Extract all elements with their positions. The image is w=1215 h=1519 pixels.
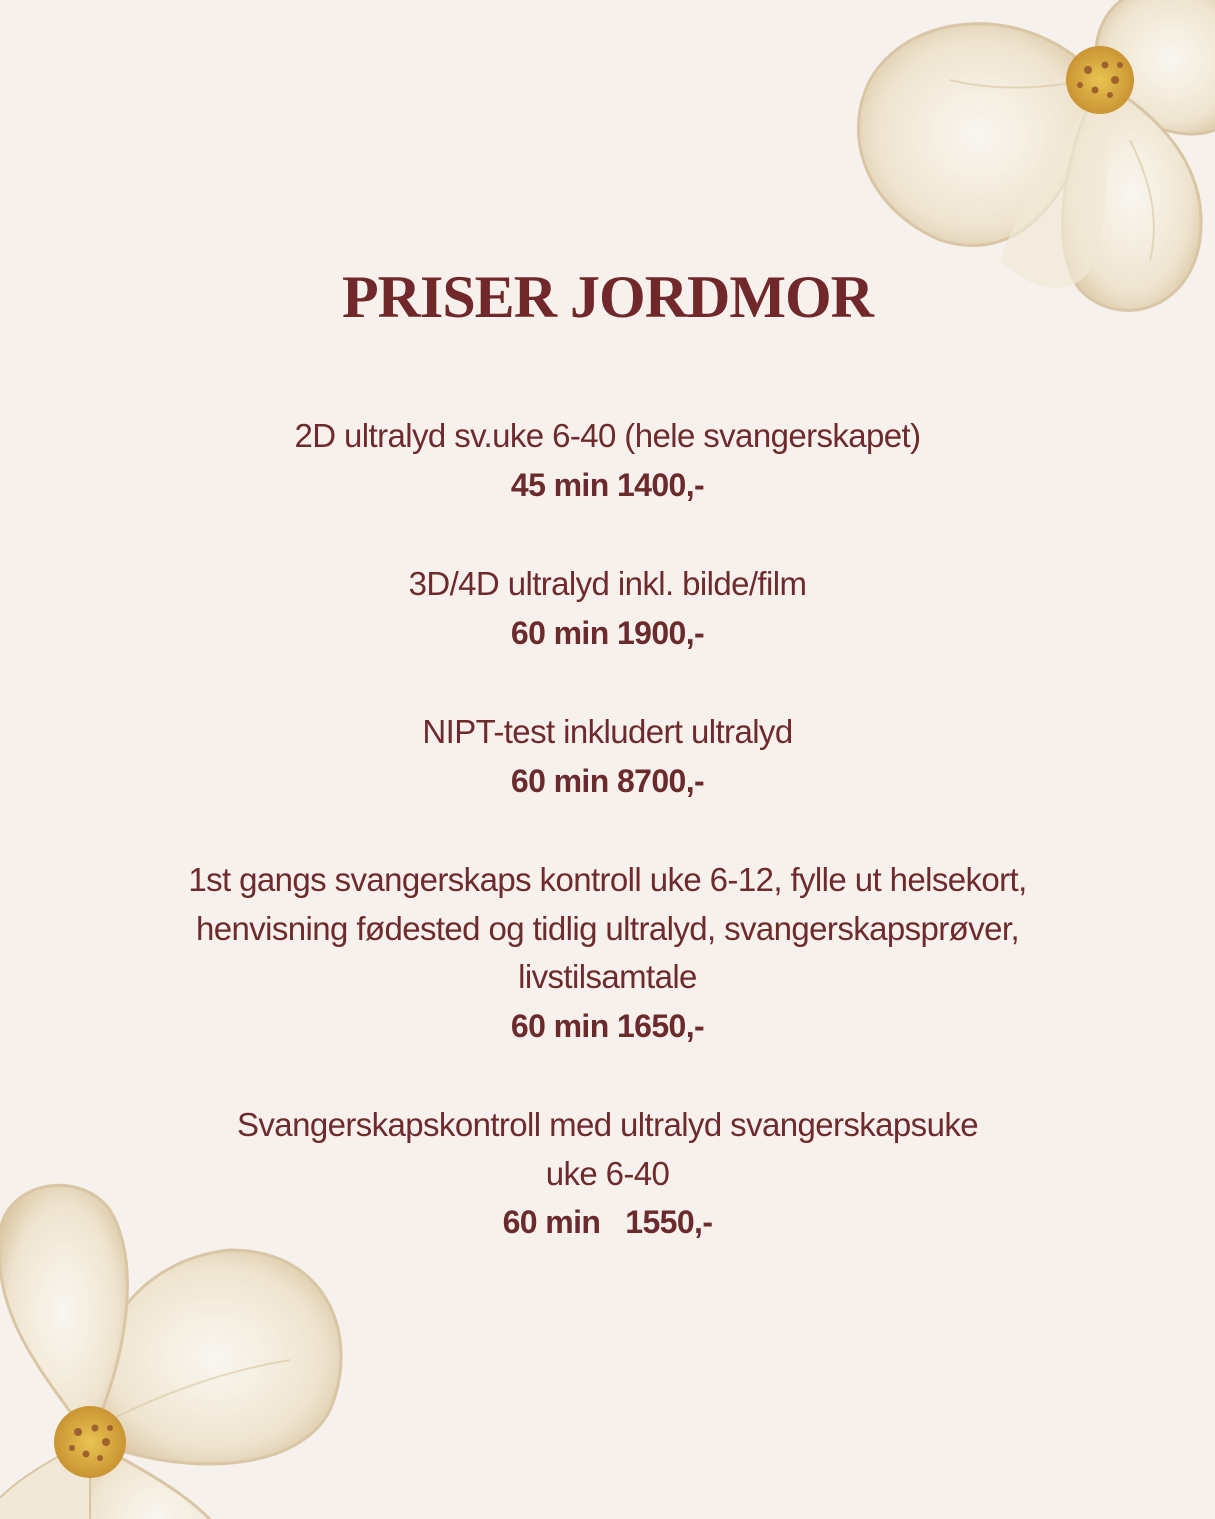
page-title: PRISER JORDMOR [341, 264, 873, 330]
price-item-price: 60 min 8700,- [510, 762, 705, 799]
price-list [100, 412, 1115, 1298]
price-item-description: 2D ultralyd sv.uke 6-40 (hele svangerskapet) [294, 417, 921, 454]
price-item-price: 45 min 1400,- [510, 466, 705, 503]
price-item-first-control [100, 856, 1115, 1050]
price-item-price: 60 min 1650,- [510, 1007, 705, 1044]
price-item-control-with-ultralyd [100, 1101, 1115, 1247]
price-item-2d-ultralyd [100, 412, 1115, 509]
price-item-3d-4d-ultralyd [100, 560, 1115, 657]
price-item-nipt-test [100, 708, 1115, 805]
price-item-description: 3D/4D ultralyd inkl. bilde/film [408, 565, 807, 602]
price-item-description-line: uke 6-40 [545, 1154, 670, 1192]
price-item-description: NIPT-test inkludert ultralyd [422, 713, 793, 750]
price-item-description-line: henvisning fødested og tidlig ultralyd, svangerskapsprøver, [195, 909, 1020, 947]
price-item-description-line: Svangerskapskontroll med ultralyd svangerskapsuke [237, 1106, 978, 1143]
price-item-description-line: 1st gangs svangerskaps kontroll uke 6-12, fylle ut helsekort, [188, 861, 1027, 898]
price-item-price: 60 min 1900,- [510, 614, 705, 651]
price-item-price: 60 min 1550,- [502, 1204, 713, 1240]
price-item-description-line: livstilsamtale [518, 958, 697, 995]
